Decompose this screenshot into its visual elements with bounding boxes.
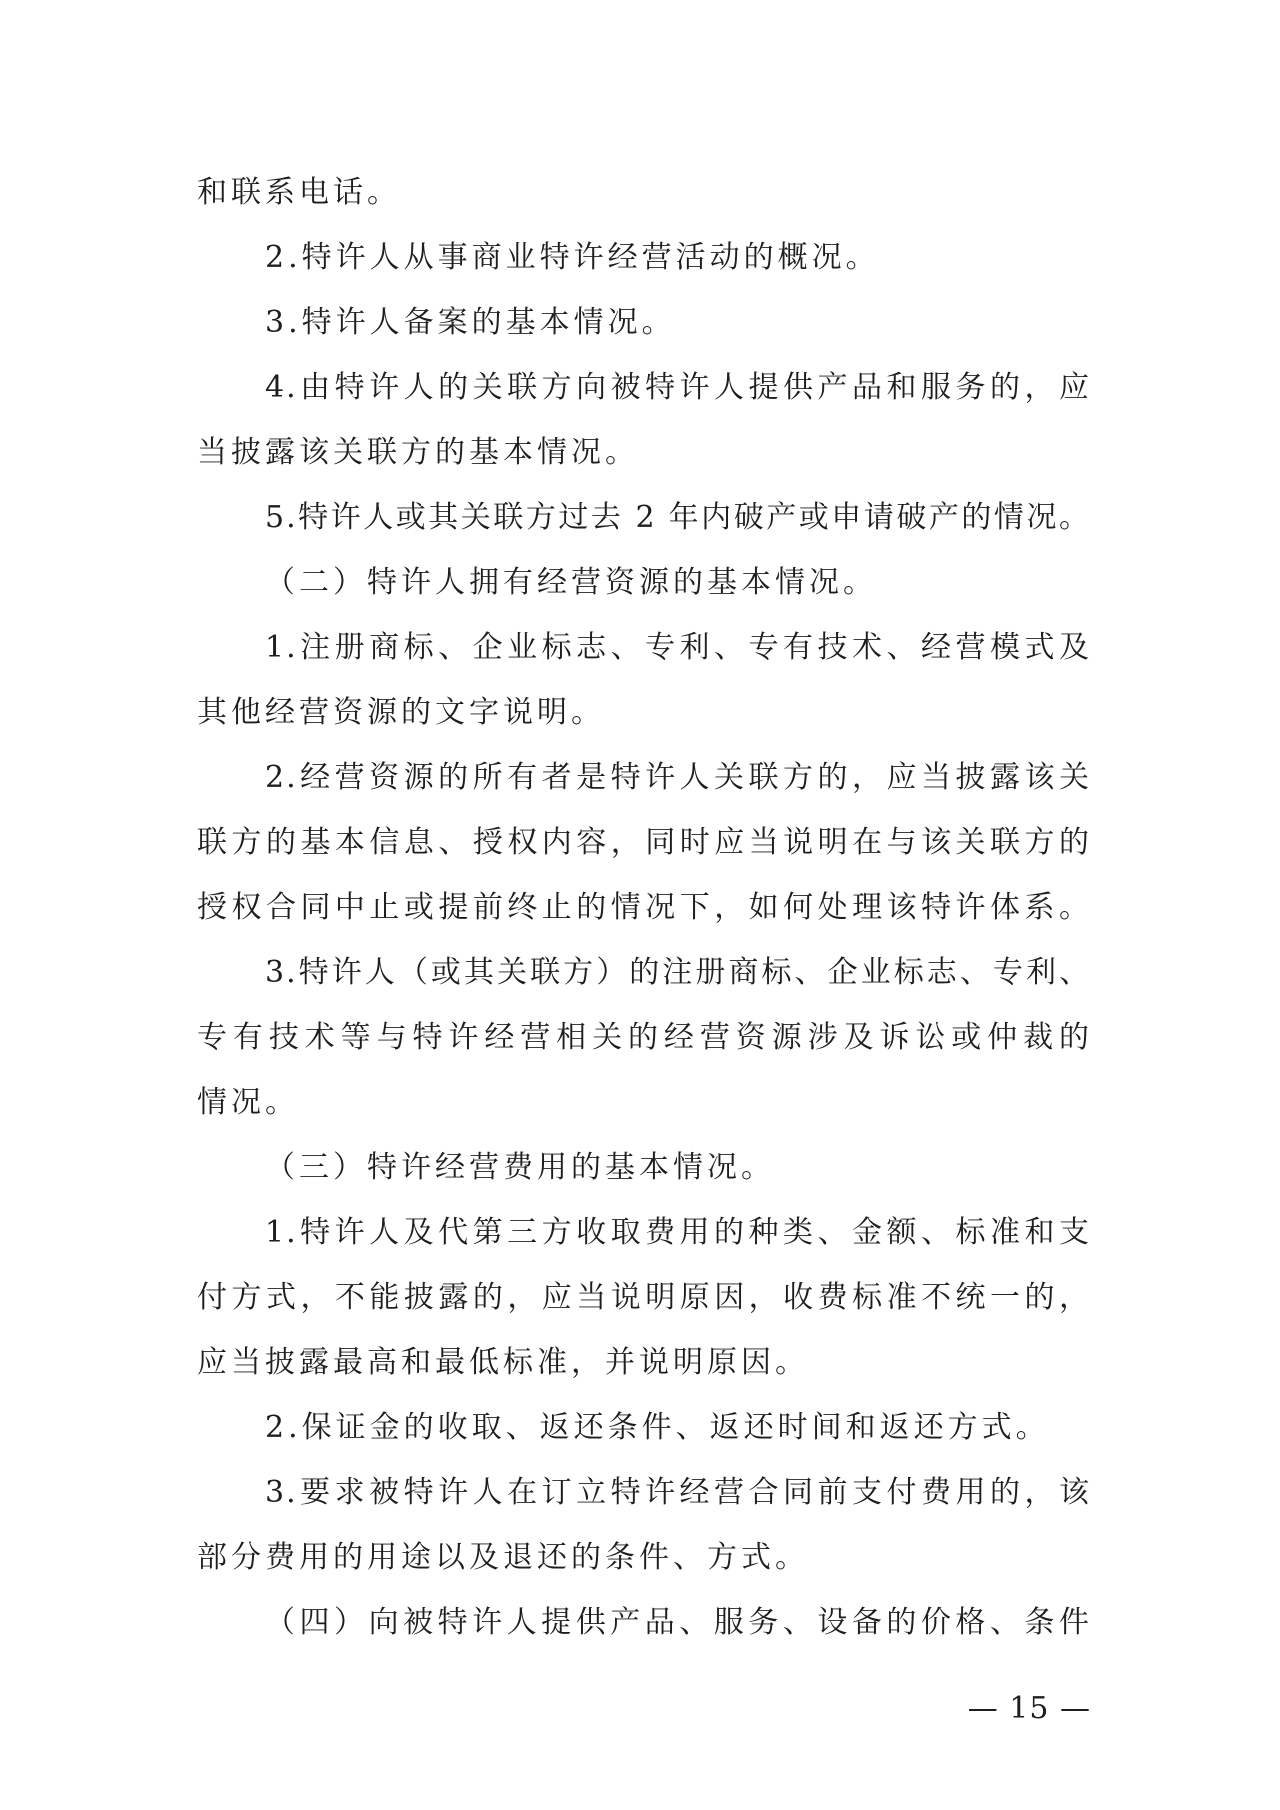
text-line: 2.特许人从事商业特许经营活动的概况。 bbox=[265, 240, 880, 275]
text-line: 3.特许人备案的基本情况。 bbox=[265, 305, 676, 340]
text-line: 1.注册商标、企业标志、专利、专有技术、经营模式及 bbox=[265, 630, 1091, 665]
text-line: 当披露该关联方的基本情况。 bbox=[197, 435, 639, 470]
text-line: 2.经营资源的所有者是特许人关联方的，应当披露该关 bbox=[265, 760, 1091, 795]
section-heading: （三）特许经营费用的基本情况。 bbox=[265, 1150, 775, 1185]
text-line: 5.特许人或其关联方过去 2 年内破产或申请破产的情况。 bbox=[265, 500, 1091, 535]
text-line: 情况。 bbox=[197, 1085, 299, 1120]
text-line: 付方式，不能披露的，应当说明原因，收费标准不统一的， bbox=[197, 1280, 1091, 1315]
text-line: 授权合同中止或提前终止的情况下，如何处理该特许体系。 bbox=[197, 890, 1091, 925]
section-heading: （四）向被特许人提供产品、服务、设备的价格、条件 bbox=[265, 1605, 1091, 1640]
text-line: 2.保证金的收取、返还条件、返还时间和返还方式。 bbox=[265, 1410, 1050, 1445]
text-line: 联方的基本信息、授权内容，同时应当说明在与该关联方的 bbox=[197, 825, 1091, 860]
text-line: 4.由特许人的关联方向被特许人提供产品和服务的，应 bbox=[265, 370, 1091, 405]
text-line: 3.要求被特许人在订立特许经营合同前支付费用的，该 bbox=[265, 1475, 1091, 1510]
text-line: 和联系电话。 bbox=[197, 175, 401, 210]
page-number: — 15 — bbox=[967, 1691, 1091, 1726]
text-line: 专有技术等与特许经营相关的经营资源涉及诉讼或仲裁的 bbox=[197, 1020, 1091, 1055]
text-line: 其他经营资源的文字说明。 bbox=[197, 695, 605, 730]
text-line: 部分费用的用途以及退还的条件、方式。 bbox=[197, 1540, 809, 1575]
text-line: 3.特许人（或其关联方）的注册商标、企业标志、专利、 bbox=[265, 955, 1091, 990]
text-line: 应当披露最高和最低标准，并说明原因。 bbox=[197, 1345, 809, 1380]
text-line: 1.特许人及代第三方收取费用的种类、金额、标准和支 bbox=[265, 1215, 1091, 1250]
section-heading: （二）特许人拥有经营资源的基本情况。 bbox=[265, 565, 877, 600]
document-body bbox=[197, 160, 1091, 1655]
